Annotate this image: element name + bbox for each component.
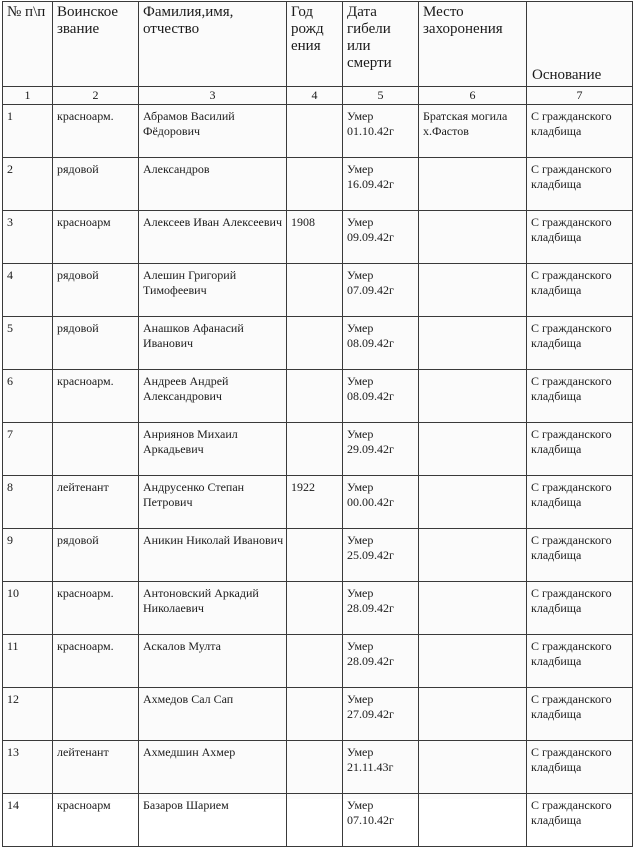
column-number-row bbox=[3, 87, 633, 105]
cell-rank: красноарм. bbox=[53, 582, 139, 635]
cell-number: 10 bbox=[3, 582, 53, 635]
cell-full-name: Анриянов Михаил Аркадьевич bbox=[139, 423, 287, 476]
cell-death-date: Умер 16.09.42г bbox=[343, 158, 419, 211]
table-body bbox=[3, 105, 633, 847]
cell-death-date: Умер 28.09.42г bbox=[343, 635, 419, 688]
cell-burial-place bbox=[419, 688, 527, 741]
cell-death-date: Умер 28.09.42г bbox=[343, 582, 419, 635]
header-name: Фамилия,имя, отчество bbox=[139, 2, 287, 87]
cell-basis: С гражданского кладбища bbox=[527, 635, 633, 688]
cell-birth-year bbox=[287, 582, 343, 635]
cell-basis: С гражданского кладбища bbox=[527, 211, 633, 264]
cell-rank: лейтенант bbox=[53, 741, 139, 794]
cell-death-date: Умер 01.10.42г bbox=[343, 105, 419, 158]
cell-rank: рядовой bbox=[53, 264, 139, 317]
table-row bbox=[3, 476, 633, 529]
cell-burial-place bbox=[419, 794, 527, 847]
header-basis-label: Основание bbox=[532, 67, 602, 83]
cell-basis: С гражданского кладбища bbox=[527, 741, 633, 794]
cell-burial-place bbox=[419, 370, 527, 423]
cell-full-name: Ахмедшин Ахмер bbox=[139, 741, 287, 794]
cell-basis: С гражданского кладбища bbox=[527, 105, 633, 158]
cell-burial-place bbox=[419, 635, 527, 688]
cell-rank: рядовой bbox=[53, 317, 139, 370]
cell-full-name: Базаров Шарием bbox=[139, 794, 287, 847]
cell-full-name: Анашков Афанасий Иванович bbox=[139, 317, 287, 370]
cell-death-date: Умер 25.09.42г bbox=[343, 529, 419, 582]
table-row bbox=[3, 423, 633, 476]
cell-full-name: Аскалов Мулта bbox=[139, 635, 287, 688]
cell-number: 9 bbox=[3, 529, 53, 582]
cell-number: 5 bbox=[3, 317, 53, 370]
cell-number: 1 bbox=[3, 105, 53, 158]
table-row bbox=[3, 529, 633, 582]
table-row bbox=[3, 794, 633, 847]
burial-list-table bbox=[2, 1, 633, 847]
cell-number: 4 bbox=[3, 264, 53, 317]
column-number: 5 bbox=[343, 87, 419, 105]
cell-death-date: Умер 27.09.42г bbox=[343, 688, 419, 741]
table-row bbox=[3, 211, 633, 264]
cell-full-name: Андрусенко Степан Петрович bbox=[139, 476, 287, 529]
cell-basis: С гражданского кладбища bbox=[527, 423, 633, 476]
cell-burial-place bbox=[419, 423, 527, 476]
cell-number: 2 bbox=[3, 158, 53, 211]
header-num: № п\п bbox=[3, 2, 53, 87]
column-number: 3 bbox=[139, 87, 287, 105]
cell-number: 3 bbox=[3, 211, 53, 264]
cell-birth-year bbox=[287, 158, 343, 211]
cell-number: 13 bbox=[3, 741, 53, 794]
table-row bbox=[3, 370, 633, 423]
cell-rank bbox=[53, 688, 139, 741]
cell-birth-year bbox=[287, 423, 343, 476]
cell-full-name: Александров bbox=[139, 158, 287, 211]
cell-death-date: Умер 08.09.42г bbox=[343, 317, 419, 370]
table-row bbox=[3, 688, 633, 741]
cell-full-name: Антоновский Аркадий Николаевич bbox=[139, 582, 287, 635]
cell-rank: красноарм. bbox=[53, 105, 139, 158]
cell-burial-place bbox=[419, 741, 527, 794]
table-row bbox=[3, 741, 633, 794]
table-row bbox=[3, 635, 633, 688]
cell-birth-year bbox=[287, 688, 343, 741]
header-place: Место захоронения bbox=[419, 2, 527, 87]
cell-full-name: Андреев Андрей Александрович bbox=[139, 370, 287, 423]
cell-burial-place bbox=[419, 317, 527, 370]
cell-burial-place bbox=[419, 264, 527, 317]
cell-rank bbox=[53, 423, 139, 476]
cell-full-name: Ахмедов Сал Сап bbox=[139, 688, 287, 741]
cell-birth-year bbox=[287, 635, 343, 688]
cell-burial-place bbox=[419, 211, 527, 264]
cell-full-name: Аникин Николай Иванович bbox=[139, 529, 287, 582]
cell-death-date: Умер 21.11.43г bbox=[343, 741, 419, 794]
cell-death-date: Умер 07.09.42г bbox=[343, 264, 419, 317]
cell-birth-year bbox=[287, 741, 343, 794]
cell-birth-year bbox=[287, 529, 343, 582]
cell-rank: рядовой bbox=[53, 529, 139, 582]
column-number: 4 bbox=[287, 87, 343, 105]
cell-number: 12 bbox=[3, 688, 53, 741]
document-page bbox=[2, 1, 632, 827]
cell-birth-year: 1908 bbox=[287, 211, 343, 264]
cell-rank: рядовой bbox=[53, 158, 139, 211]
cell-death-date: Умер 08.09.42г bbox=[343, 370, 419, 423]
table-row bbox=[3, 105, 633, 158]
header-rank: Воинское звание bbox=[53, 2, 139, 87]
cell-birth-year bbox=[287, 105, 343, 158]
column-number: 7 bbox=[527, 87, 633, 105]
cell-rank: красноарм. bbox=[53, 370, 139, 423]
header-basis bbox=[527, 2, 633, 87]
cell-number: 7 bbox=[3, 423, 53, 476]
cell-death-date: Умер 07.10.42г bbox=[343, 794, 419, 847]
cell-birth-year bbox=[287, 370, 343, 423]
cell-basis: С гражданского кладбища bbox=[527, 317, 633, 370]
cell-rank: красноарм bbox=[53, 794, 139, 847]
cell-burial-place bbox=[419, 529, 527, 582]
cell-number: 6 bbox=[3, 370, 53, 423]
cell-death-date: Умер 00.00.42г bbox=[343, 476, 419, 529]
table-row bbox=[3, 317, 633, 370]
table-row bbox=[3, 158, 633, 211]
cell-burial-place: Братская могила х.Фастов bbox=[419, 105, 527, 158]
cell-basis: С гражданского кладбища bbox=[527, 688, 633, 741]
cell-basis: С гражданского кладбища bbox=[527, 264, 633, 317]
cell-full-name: Абрамов Василий Фёдорович bbox=[139, 105, 287, 158]
cell-number: 8 bbox=[3, 476, 53, 529]
cell-basis: С гражданского кладбища bbox=[527, 529, 633, 582]
cell-basis: С гражданского кладбища bbox=[527, 794, 633, 847]
cell-basis: С гражданского кладбища bbox=[527, 476, 633, 529]
cell-death-date: Умер 09.09.42г bbox=[343, 211, 419, 264]
cell-basis: С гражданского кладбища bbox=[527, 582, 633, 635]
cell-birth-year bbox=[287, 794, 343, 847]
cell-rank: красноарм. bbox=[53, 635, 139, 688]
column-number: 2 bbox=[53, 87, 139, 105]
cell-number: 14 bbox=[3, 794, 53, 847]
cell-rank: красноарм bbox=[53, 211, 139, 264]
header-year: Год рожд ения bbox=[287, 2, 343, 87]
cell-birth-year bbox=[287, 264, 343, 317]
cell-full-name: Алексеев Иван Алексеевич bbox=[139, 211, 287, 264]
header-date: Дата гибели или смерти bbox=[343, 2, 419, 87]
cell-full-name: Алешин Григорий Тимофеевич bbox=[139, 264, 287, 317]
cell-basis: С гражданского кладбища bbox=[527, 158, 633, 211]
table-row bbox=[3, 264, 633, 317]
cell-basis: С гражданского кладбища bbox=[527, 370, 633, 423]
cell-birth-year: 1922 bbox=[287, 476, 343, 529]
table-row bbox=[3, 582, 633, 635]
cell-burial-place bbox=[419, 158, 527, 211]
cell-rank: лейтенант bbox=[53, 476, 139, 529]
column-number: 1 bbox=[3, 87, 53, 105]
column-number: 6 bbox=[419, 87, 527, 105]
cell-burial-place bbox=[419, 582, 527, 635]
cell-number: 11 bbox=[3, 635, 53, 688]
header-row bbox=[3, 2, 633, 87]
cell-death-date: Умер 29.09.42г bbox=[343, 423, 419, 476]
cell-birth-year bbox=[287, 317, 343, 370]
cell-burial-place bbox=[419, 476, 527, 529]
